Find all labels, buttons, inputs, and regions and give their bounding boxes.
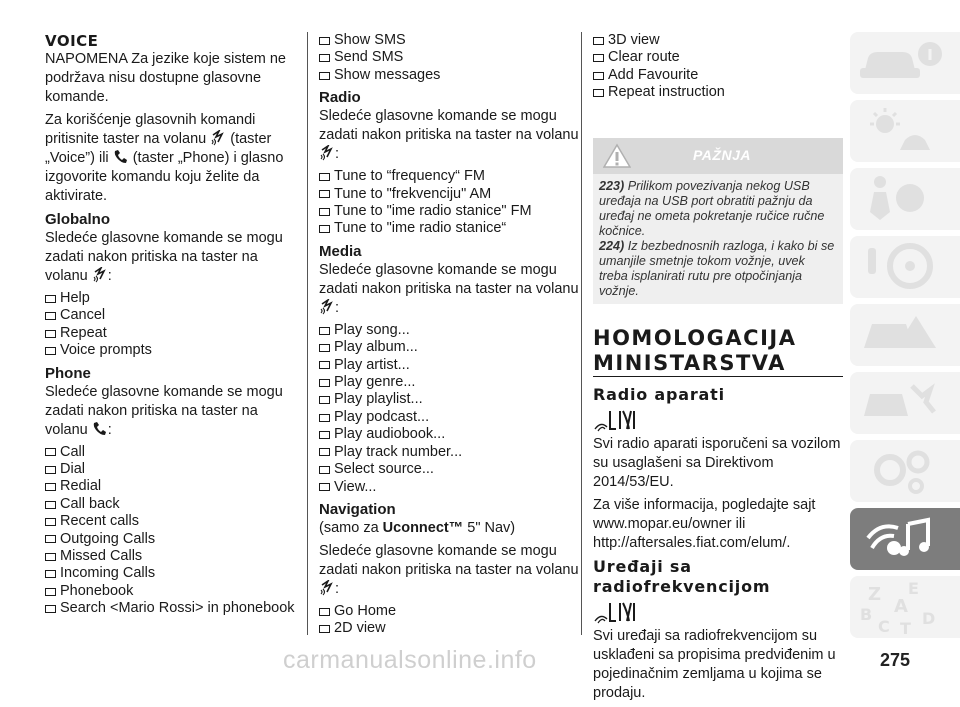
list-item	[319, 168, 581, 185]
svg-text:E: E	[908, 579, 919, 598]
list-item	[45, 307, 300, 324]
checkbox-icon	[319, 414, 330, 422]
checkbox-icon	[45, 535, 56, 543]
list-item	[319, 444, 581, 461]
command-label: Outgoing Calls	[60, 530, 156, 547]
warning-light-icon	[850, 100, 960, 162]
command-label: Select source...	[334, 461, 434, 478]
list-item	[45, 548, 300, 565]
heading-homologacija	[593, 326, 843, 376]
command-label: Repeat instruction	[608, 84, 725, 101]
command-label: Cancel	[60, 307, 106, 324]
svg-text:T: T	[900, 619, 911, 638]
uredjaji-heading-line-1: Uređaji sa	[593, 557, 692, 577]
list-item	[319, 220, 581, 237]
checkbox-icon	[319, 448, 330, 456]
warning-body	[593, 174, 843, 304]
checkbox-icon	[319, 483, 330, 491]
checkbox-icon	[45, 483, 56, 491]
command-label: Show SMS	[334, 32, 406, 48]
uredjaji-paragraph-1: Svi uređaji sa radiofrekvencijom su usklađeni sa propisima predviđenim u pojedinačnim zemljama u kojima se prodaju.	[593, 628, 836, 702]
command-label: Play audiobook...	[334, 426, 446, 443]
command-label: Go Home	[334, 602, 397, 619]
command-label: Call	[60, 443, 85, 460]
list-item	[45, 290, 300, 307]
command-label: Add Favourite	[608, 66, 699, 83]
big-heading-line-2: MINISTARSTVA	[593, 350, 786, 375]
command-label: Help	[60, 290, 90, 306]
list-item	[593, 67, 843, 84]
command-label: Incoming Calls	[60, 565, 156, 582]
checkbox-icon	[45, 553, 56, 561]
multimedia-icon	[850, 508, 960, 570]
list-item	[319, 357, 581, 374]
list-item	[319, 374, 581, 391]
list-item	[319, 339, 581, 356]
list-item	[319, 409, 581, 426]
emergency-car-icon	[850, 304, 960, 366]
list-item	[319, 479, 581, 496]
svg-text:C: C	[878, 617, 890, 636]
column-divider	[307, 32, 308, 635]
tab-starting-driving[interactable]	[850, 236, 960, 298]
list-item	[319, 203, 581, 220]
command-label: 3D view	[608, 32, 660, 48]
media-text-body: Sledeće glasovne komande se mogu zadati nakon pritiska na taster na volanu	[319, 261, 579, 297]
radio-equipment-mark-icon	[593, 599, 843, 625]
checkbox-icon	[593, 72, 604, 80]
command-label: Play genre...	[334, 374, 416, 391]
list-item	[45, 600, 300, 617]
tab-safety[interactable]	[850, 168, 960, 230]
navigation-command-list-continued	[593, 32, 843, 102]
command-label: 2D view	[334, 620, 386, 637]
checkbox-icon	[45, 295, 56, 303]
phone-icon	[92, 421, 108, 437]
list-item	[45, 496, 300, 513]
heading-media: Media	[319, 242, 362, 260]
checkbox-icon	[45, 605, 56, 613]
command-label: Play song...	[334, 321, 410, 338]
service-car-icon	[850, 372, 960, 434]
command-label: Play podcast...	[334, 408, 430, 425]
instr-part-b: (taster „Voice”) ili	[45, 131, 272, 166]
sms-command-list	[319, 32, 581, 84]
radio-text: Sledeće glasovne komande se mogu zadati nakon pritiska na taster na volanu :	[319, 108, 579, 163]
checkbox-icon	[319, 361, 330, 369]
radio-equipment-mark-icon	[593, 407, 843, 433]
navigation-subtitle	[319, 519, 581, 538]
checkbox-icon	[45, 448, 56, 456]
nav-sub-c: 5" Nav)	[463, 519, 516, 536]
checkbox-icon	[319, 327, 330, 335]
command-label: Play track number...	[334, 443, 463, 460]
checkbox-icon	[45, 347, 56, 355]
svg-text:D: D	[922, 609, 936, 628]
navigation-text-body: Sledeće glasovne komande se mogu zadati nakon pritiska na taster na volanu	[319, 542, 579, 578]
command-label: Redial	[60, 478, 102, 495]
checkbox-icon	[319, 379, 330, 387]
warning-title: PAŽNJA	[693, 146, 751, 163]
list-item	[319, 67, 581, 84]
list-item	[45, 461, 300, 478]
big-heading-line-1: HOMOLOGACIJA	[593, 325, 797, 350]
checkbox-icon	[45, 330, 56, 338]
tab-index[interactable]	[850, 576, 960, 638]
radio-aparati-paragraph-2: Za više informacija, pogledajte sajt www.mopar.eu/owner ili http://aftersales.fiat.com/elum/.	[593, 497, 816, 552]
svg-text:B: B	[860, 605, 873, 624]
warning-box	[593, 138, 843, 304]
command-label: Play artist...	[334, 356, 410, 373]
list-item	[319, 322, 581, 339]
list-item	[593, 49, 843, 66]
warning-number: 224)	[599, 238, 625, 253]
voice-command-icon	[319, 145, 335, 161]
command-label: Repeat	[60, 324, 107, 341]
command-label: View...	[334, 478, 377, 495]
media-text: Sledeće glasovne komande se mogu zadati nakon pritiska na taster na volanu :	[319, 261, 579, 316]
command-label: Missed Calls	[60, 548, 143, 565]
command-label: Dial	[60, 461, 85, 478]
phone-icon	[113, 149, 129, 165]
globalno-text: Sledeće glasovne komande se mogu zadati nakon pritiska na taster na volanu :	[45, 230, 283, 284]
warning-triangle-icon	[603, 143, 631, 169]
list-item	[319, 32, 581, 49]
command-label: Search <Mario Rossi> in phonebook	[60, 600, 295, 617]
list-item	[593, 32, 843, 49]
page-number: 275	[880, 650, 911, 670]
section-title-voice: VOICE	[45, 32, 99, 50]
checkbox-icon	[319, 72, 330, 80]
phone-text: Sledeće glasovne komande se mogu zadati nakon pritiska na taster na volanu :	[45, 383, 283, 438]
warning-item	[599, 179, 835, 239]
checkbox-icon	[319, 344, 330, 352]
steering-wheel-icon	[850, 236, 960, 298]
command-label: Voice prompts	[60, 342, 152, 359]
command-label: Recent calls	[60, 513, 139, 530]
warning-text: Iz bezbednosnih razloga, i kako bi se umanjile smetnje tokom vožnje, uvek treba isplanirati rutu pre otpočinjanja vožnje.	[599, 238, 835, 298]
checkbox-icon	[319, 54, 330, 62]
checkbox-icon	[45, 466, 56, 474]
checkbox-icon	[319, 608, 330, 616]
instr-part-c: (taster „Phone) i glasno izgovorite komandu koju želite da aktivirate.	[45, 150, 284, 204]
warning-header	[593, 138, 843, 174]
column-2	[319, 32, 581, 642]
checkbox-icon	[45, 518, 56, 526]
command-label: Tune to "ime radio stanice“	[334, 220, 507, 237]
svg-text:A: A	[894, 596, 908, 617]
tab-maintenance[interactable]	[850, 372, 960, 434]
list-item	[319, 603, 581, 620]
heading-uredjaji	[593, 557, 843, 597]
list-item	[45, 325, 300, 342]
list-item	[45, 444, 300, 461]
list-item	[319, 426, 581, 443]
heading-globalno: Globalno	[45, 211, 110, 228]
checkbox-icon	[319, 396, 330, 404]
voice-command-icon	[319, 580, 335, 596]
heading-radio-aparati: Radio aparati	[593, 385, 725, 405]
checkbox-icon	[45, 588, 56, 596]
command-label: Send SMS	[334, 49, 404, 66]
gears-icon	[850, 440, 960, 502]
uredjaji-heading-line-2: radiofrekvencijom	[593, 577, 771, 597]
checkbox-icon	[319, 190, 330, 198]
list-item	[319, 461, 581, 478]
svg-text:Z: Z	[868, 584, 882, 605]
checkbox-icon	[319, 208, 330, 216]
airbag-icon	[850, 168, 960, 230]
list-item	[319, 391, 581, 408]
command-label: Clear route	[608, 49, 680, 66]
alphabet-index-icon	[850, 576, 960, 638]
command-label: Tune to "ime radio stanice" FM	[334, 203, 532, 220]
media-command-list	[319, 322, 581, 496]
radio-text-body: Sledeće glasovne komande se mogu zadati nakon pritiska na taster na volanu	[319, 108, 579, 144]
checkbox-icon	[319, 225, 330, 233]
watermark: carmanualsonline.info	[283, 646, 537, 674]
nav-sub-a: (samo za	[319, 519, 383, 536]
checkbox-icon	[593, 54, 604, 62]
phone-text-body: Sledeće glasovne komande se mogu zadati nakon pritiska na taster na volanu	[45, 383, 283, 438]
phone-command-list	[45, 444, 300, 618]
tab-multimedia[interactable]	[850, 508, 960, 570]
list-item	[45, 531, 300, 548]
column-divider	[581, 32, 582, 635]
radio-aparati-paragraph-1: Svi radio aparati isporučeni sa vozilom su usaglašeni sa Direktivom 2014/53/EU.	[593, 436, 841, 491]
checkbox-icon	[45, 501, 56, 509]
checkbox-icon	[319, 431, 330, 439]
radio-command-list	[319, 168, 581, 238]
command-label: Play album...	[334, 339, 418, 356]
instr-part-a: Za korišćenje glasovnih komandi pritisnite taster na volanu	[45, 112, 256, 147]
globalno-text-body: Sledeće glasovne komande se mogu zadati nakon pritiska na taster na volanu	[45, 230, 283, 284]
warning-number: 223)	[599, 178, 625, 193]
checkbox-icon	[45, 570, 56, 578]
heading-radio: Radio	[319, 89, 361, 107]
list-item	[45, 513, 300, 530]
list-item	[45, 478, 300, 495]
checkbox-icon	[319, 173, 330, 181]
warning-text: Prilikom povezivanja nekog USB uređaja na USB port obratiti pažnju da uređaj ne ometa pokretanje ručice ručne kočnice.	[599, 178, 825, 238]
navigation-text: Sledeće glasovne komande se mogu zadati nakon pritiska na taster na volanu :	[319, 542, 579, 597]
list-item	[319, 620, 581, 637]
nav-sub-b: Uconnect™	[382, 519, 464, 536]
checkbox-icon	[45, 312, 56, 320]
checkbox-icon	[319, 466, 330, 474]
voice-command-icon	[319, 299, 335, 315]
checkbox-icon	[593, 89, 604, 97]
list-item	[45, 565, 300, 582]
list-item	[319, 49, 581, 66]
voice-command-icon	[210, 130, 226, 146]
note-unsupported-languages: NAPOMENA Za jezike koje sistem ne podržava nisu dostupne glasovne komande.	[45, 51, 286, 105]
command-label: Call back	[60, 495, 120, 512]
car-info-icon	[850, 32, 960, 94]
column-1	[45, 32, 300, 622]
navigation-command-list	[319, 603, 581, 638]
command-label: Phonebook	[60, 582, 134, 599]
command-label: Play playlist...	[334, 391, 423, 408]
list-item	[45, 583, 300, 600]
command-label: Tune to "frekvenciju" AM	[334, 185, 492, 202]
tab-vehicle-info[interactable]	[850, 32, 960, 94]
heading-underline	[593, 376, 843, 378]
tab-dashboard-lights[interactable]	[850, 100, 960, 162]
checkbox-icon	[593, 37, 604, 45]
command-label: Tune to “frequency“ FM	[334, 168, 485, 185]
heading-navigation: Navigation	[319, 500, 396, 518]
command-label: Show messages	[334, 66, 441, 83]
warning-item	[599, 239, 835, 299]
checkbox-icon	[319, 37, 330, 45]
tab-technical-data[interactable]	[850, 440, 960, 502]
list-item	[319, 186, 581, 203]
heading-phone: Phone	[45, 364, 91, 382]
voice-instructions	[45, 111, 300, 206]
list-item	[593, 84, 843, 101]
checkbox-icon	[319, 625, 330, 633]
voice-command-icon	[92, 267, 108, 283]
tab-emergency[interactable]	[850, 304, 960, 366]
globalno-command-list	[45, 290, 300, 360]
column-3	[593, 32, 843, 707]
list-item	[45, 342, 300, 359]
